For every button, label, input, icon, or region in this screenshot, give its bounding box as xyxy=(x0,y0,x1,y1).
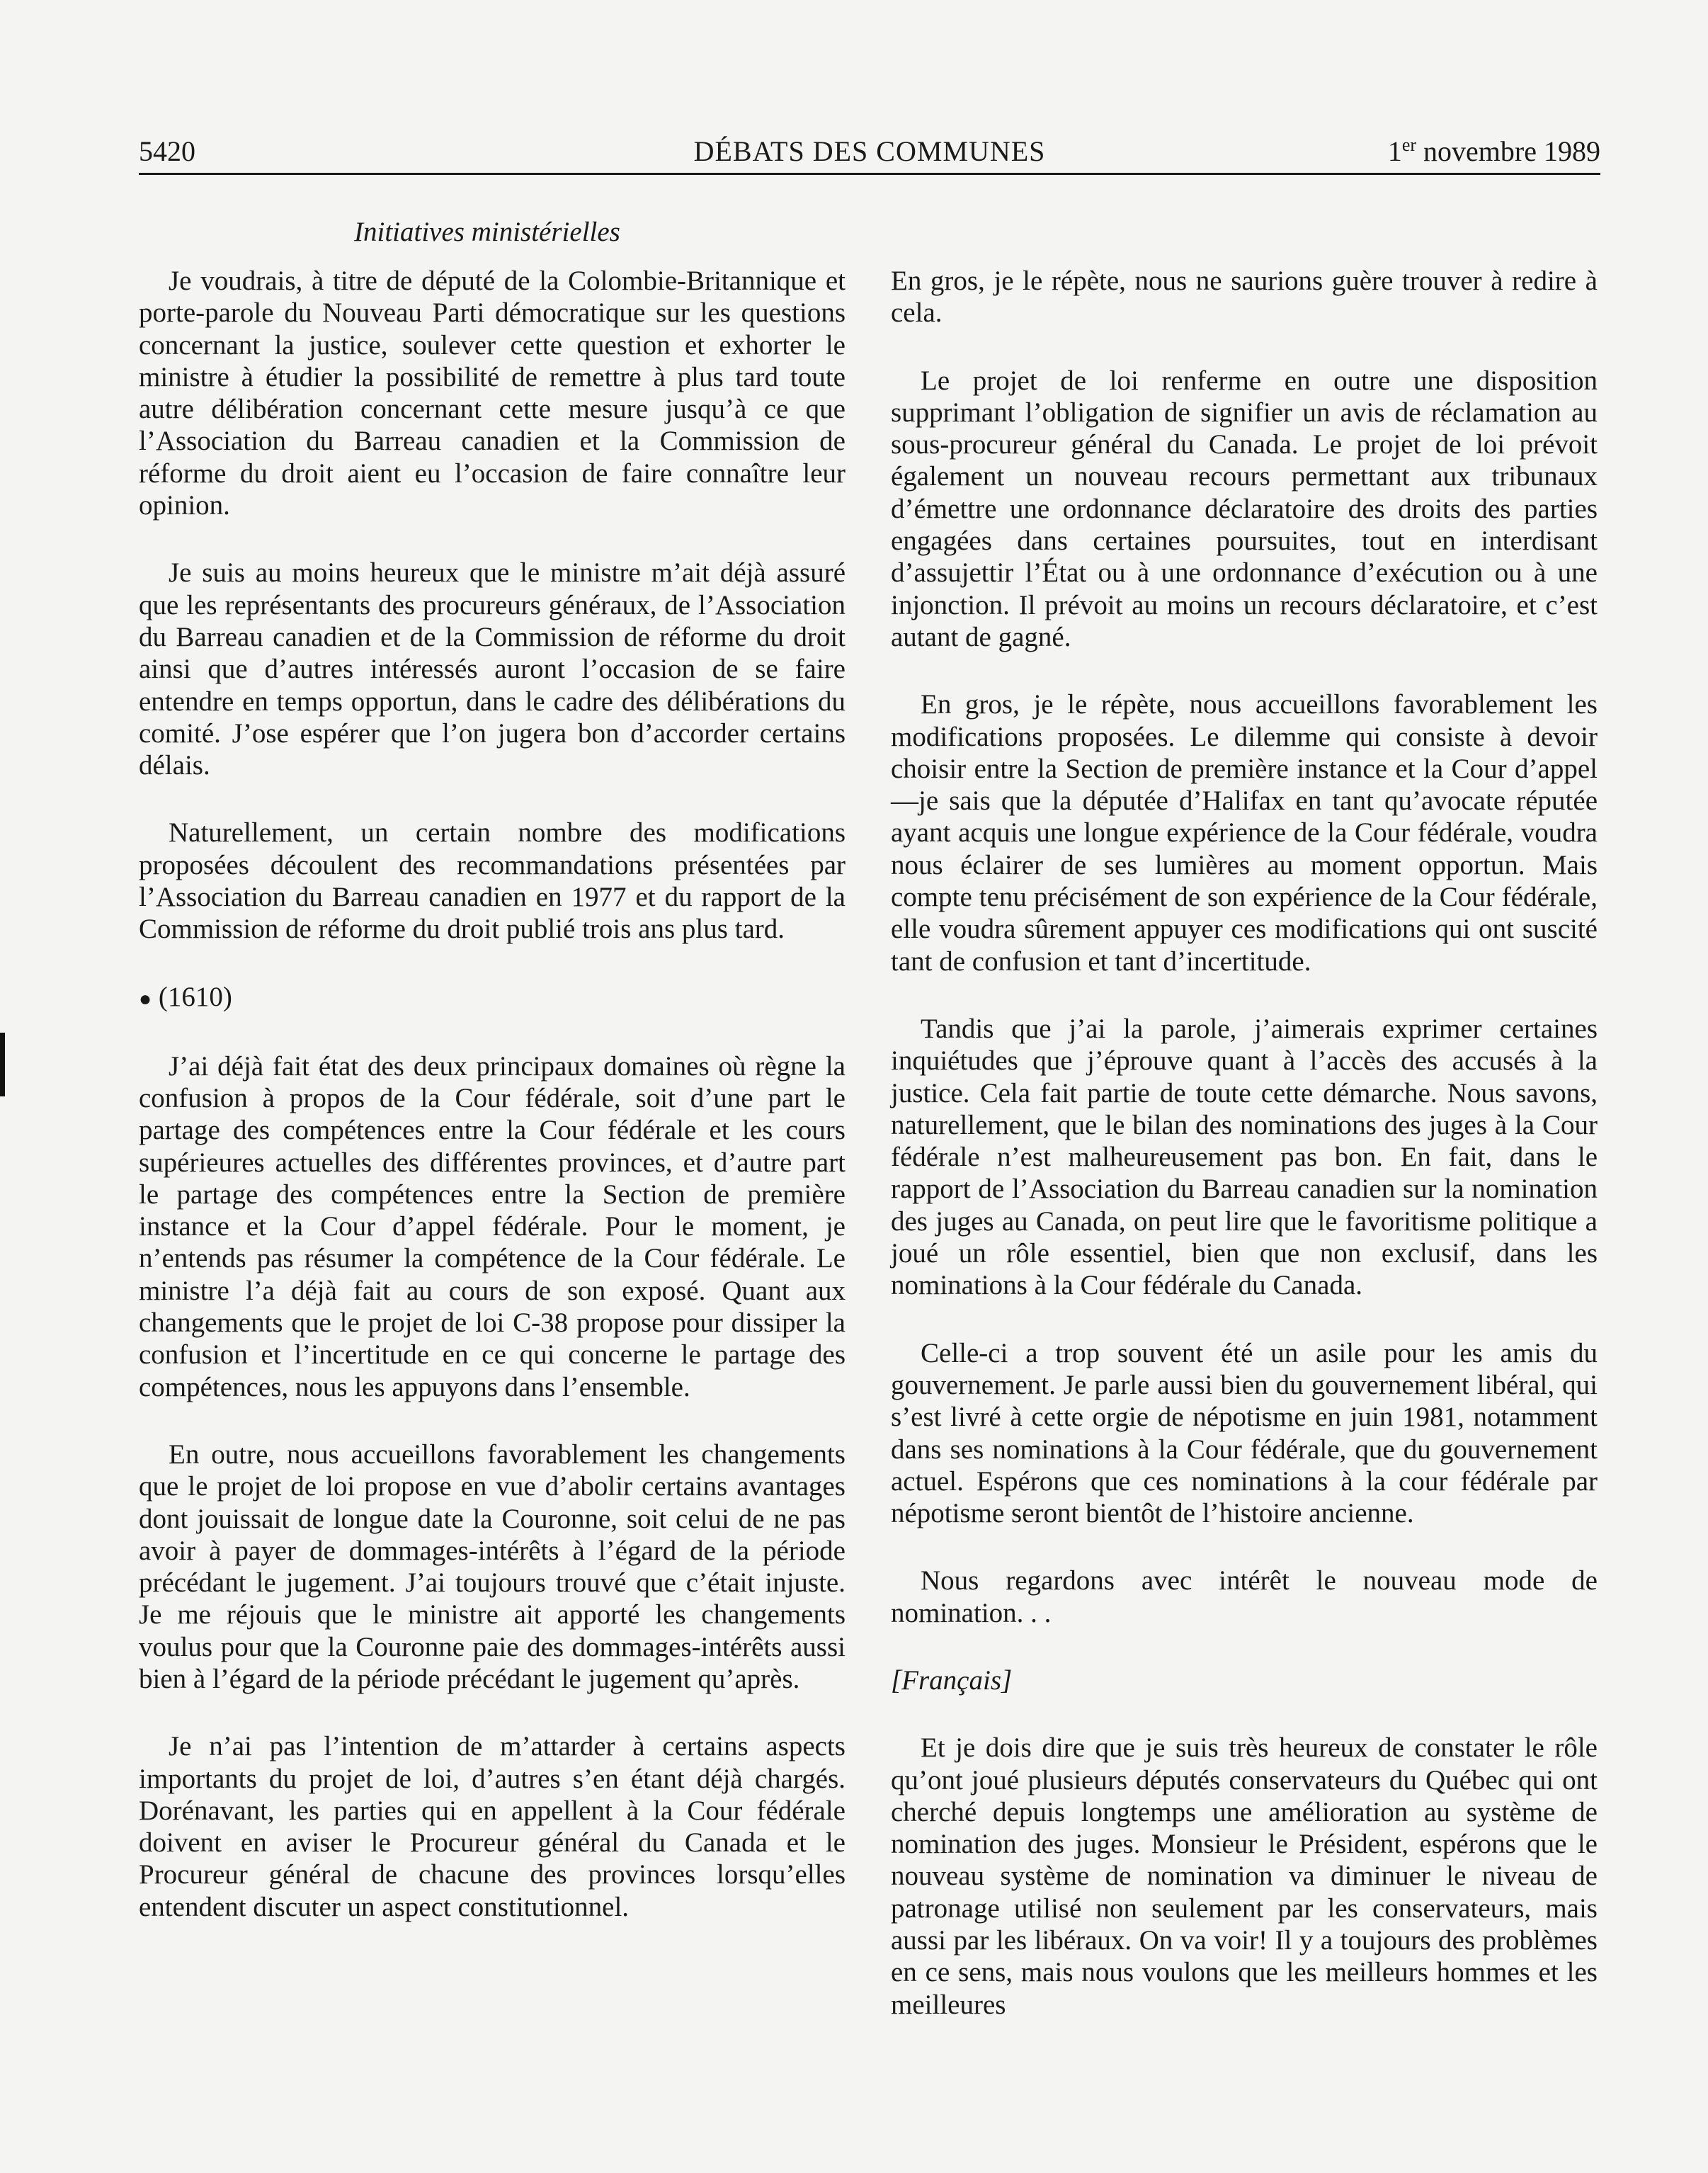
paragraph: Celle-ci a trop souvent été un asile pour les amis du gouvernement. Je parle aussi bien du gouvernement libéral, qui s’est livré à cette orgie de népotisme en juin 1981, notamment dans ses nominations à la Cour fédérale, que du gouvernement actuel. Espérons que ces nominations à la cour fédérale par népotisme seront bientôt de l’histoire ancienne. xyxy=(891,1337,1598,1529)
paragraph: Le projet de loi renferme en outre une disposition supprimant l’obligation de signifier un avis de réclamation au sous-procureur général du Canada. Le projet de loi prévoit également un nouveau recours permettant aux tribunaux d’émettre une ordonnance déclaratoire des droits des parties engagées dans certaines poursuites, tout en interdisant d’assujettir l’État ou à une ordonnance d’exécution ou à une injonction. Il prévoit au moins un recours déclaratoire, et c’est autant de gagné. xyxy=(891,365,1598,652)
language-tag: [Français] xyxy=(891,1664,1013,1696)
paragraph: En gros, je le répète, nous accueillons favorablement les modifications proposées. Le dilemme qui consiste à devoir choisir entre la Section de première instance et la Cour d’appel—je sais que la députée d’Halifax en tant qu’avocate réputée ayant acquis une longue expérience de la Cour fédérale, voudra nous éclairer de ses lumières au moment opportun. Mais compte tenu précisément de son expérience de la Cour fédérale, elle voudra sûrement appuyer ces modifications qui ont suscité tant de confusion et tant d’incertitude. xyxy=(891,689,1598,977)
page-number: 5420 xyxy=(139,135,195,167)
paragraph: J’ai déjà fait état des deux principaux domaines où règne la confusion à propos de la Cour fédérale, soit d’une part le partage des compétences entre la Cour fédérale et les cours supérieures actuelles des différentes provinces, et d’autre part le partage des compétences entre la Section de première instance et la Cour d’appel fédérale. Pour le moment, je n’entends pas résumer la compétence de la Cour fédérale. Le ministre l’a déjà fait au cours de son exposé. Quant aux changements que le projet de loi C-38 propose pour dissiper la confusion et l’incertitude en ce qui concerne le partage des compétences, nous les appuyons dans l’ensemble. xyxy=(139,1050,846,1402)
right-column xyxy=(891,265,1598,2056)
time-marker-text: (1610) xyxy=(158,981,232,1012)
time-marker xyxy=(139,981,846,1015)
paragraph: Naturellement, un certain nombre des modifications proposées découlent des recommandations présentées par l’Association du Barreau canadien en 1977 et du rapport de la Commission de réforme du droit publié trois ans plus tard. xyxy=(139,817,846,945)
paragraph: Je suis au moins heureux que le ministre m’ait déjà assuré que les représentants des procureurs généraux, de l’Association du Barreau canadien et de la Commission de réforme du droit ainsi que d’autres intéressés auront l’occasion de se faire entendre en temps opportun, dans le cadre des délibérations du comité. J’ose espérer que l’on jugera bon d’accorder certains délais. xyxy=(139,557,846,781)
bullet-icon: ● xyxy=(139,987,152,1011)
paragraph: En outre, nous accueillons favorablement les changements que le projet de loi propose en vue d’abolir certains avantages dont jouissait de longue date la Couronne, soit celui de ne pas avoir à payer de dommages-intérêts à l’égard de la période précédant le jugement. J’ai toujours trouvé que c’était injuste. Je me réjouis que le ministre ait apporté les changements voulus pour que la Couronne paie des dommages-intérêts aussi bien à l’égard de la période précédant le jugement qu’après. xyxy=(139,1439,846,1694)
left-column xyxy=(139,265,846,1958)
date-day: 1 xyxy=(1387,135,1402,167)
paragraph: En gros, je le répète, nous ne saurions guère trouver à redire à cela. xyxy=(891,266,1598,329)
paragraph: Je n’ai pas l’intention de m’attarder à certains aspects importants du projet de loi, d’autres s’en étant déjà chargés. Dorénavant, les parties qui en appellent à la Cour fédérale doivent en aviser le Procureur général du Canada et le Procureur général de chacune des provinces lorsqu’elles entendent discuter un aspect constitutionnel. xyxy=(139,1731,846,1922)
paragraph: Et je dois dire que je suis très heureux de constater le rôle qu’ont joué plusieurs députés conservateurs du Québec qui ont cherché depuis longtemps une amélioration au système de nomination des juges. Monsieur le Président, espérons que le nouveau système de nomination va diminuer le niveau de patronage utilisé non seulement par les conservateurs, mais aussi par les libéraux. On va voir! Il y a toujours des problèmes en ce sens, mais nous voulons que les meilleurs hommes et les meilleures xyxy=(891,1732,1598,2020)
header-rule xyxy=(139,173,1600,175)
paragraph: Je voudrais, à titre de député de la Colombie-Britannique et porte-parole du Nouveau Parti démocratique sur les questions concernant la justice, soulever cette question et exhorter le ministre à étudier la possibilité de remettre à plus tard toute autre délibération concernant cette mesure jusqu’à ce que l’Association du Barreau canadien et la Commission de réforme du droit aient eu l’occasion de faire connaître leur opinion. xyxy=(139,266,846,521)
paragraph: Tandis que j’ai la parole, j’aimerais exprimer certaines inquiétudes que j’éprouve quant à l’accès des accusés à la justice. Cela fait partie de toute cette démarche. Nous savons, naturellement, que le bilan des nominations des juges à la Cour fédérale n’est malheureusement pas bon. En fait, dans le rapport de l’Association du Barreau canadien sur la nomination des juges au Canada, on peut lire que le favoritisme politique a joué un rôle essentiel, bien que non exclusif, dans les nominations à la Cour fédérale du Canada. xyxy=(891,1013,1598,1301)
issue-date xyxy=(1388,132,1600,171)
paragraph: Nous regardons avec intérêt le nouveau mode de nomination. . . xyxy=(891,1565,1598,1628)
date-suffix: er xyxy=(1401,135,1417,155)
date-rest: novembre 1989 xyxy=(1416,135,1600,167)
journal-title: DÉBATS DES COMMUNES xyxy=(693,135,1046,167)
margin-mark xyxy=(0,1033,5,1096)
section-heading: Initiatives ministérielles xyxy=(354,217,620,247)
page-header xyxy=(139,132,1600,173)
